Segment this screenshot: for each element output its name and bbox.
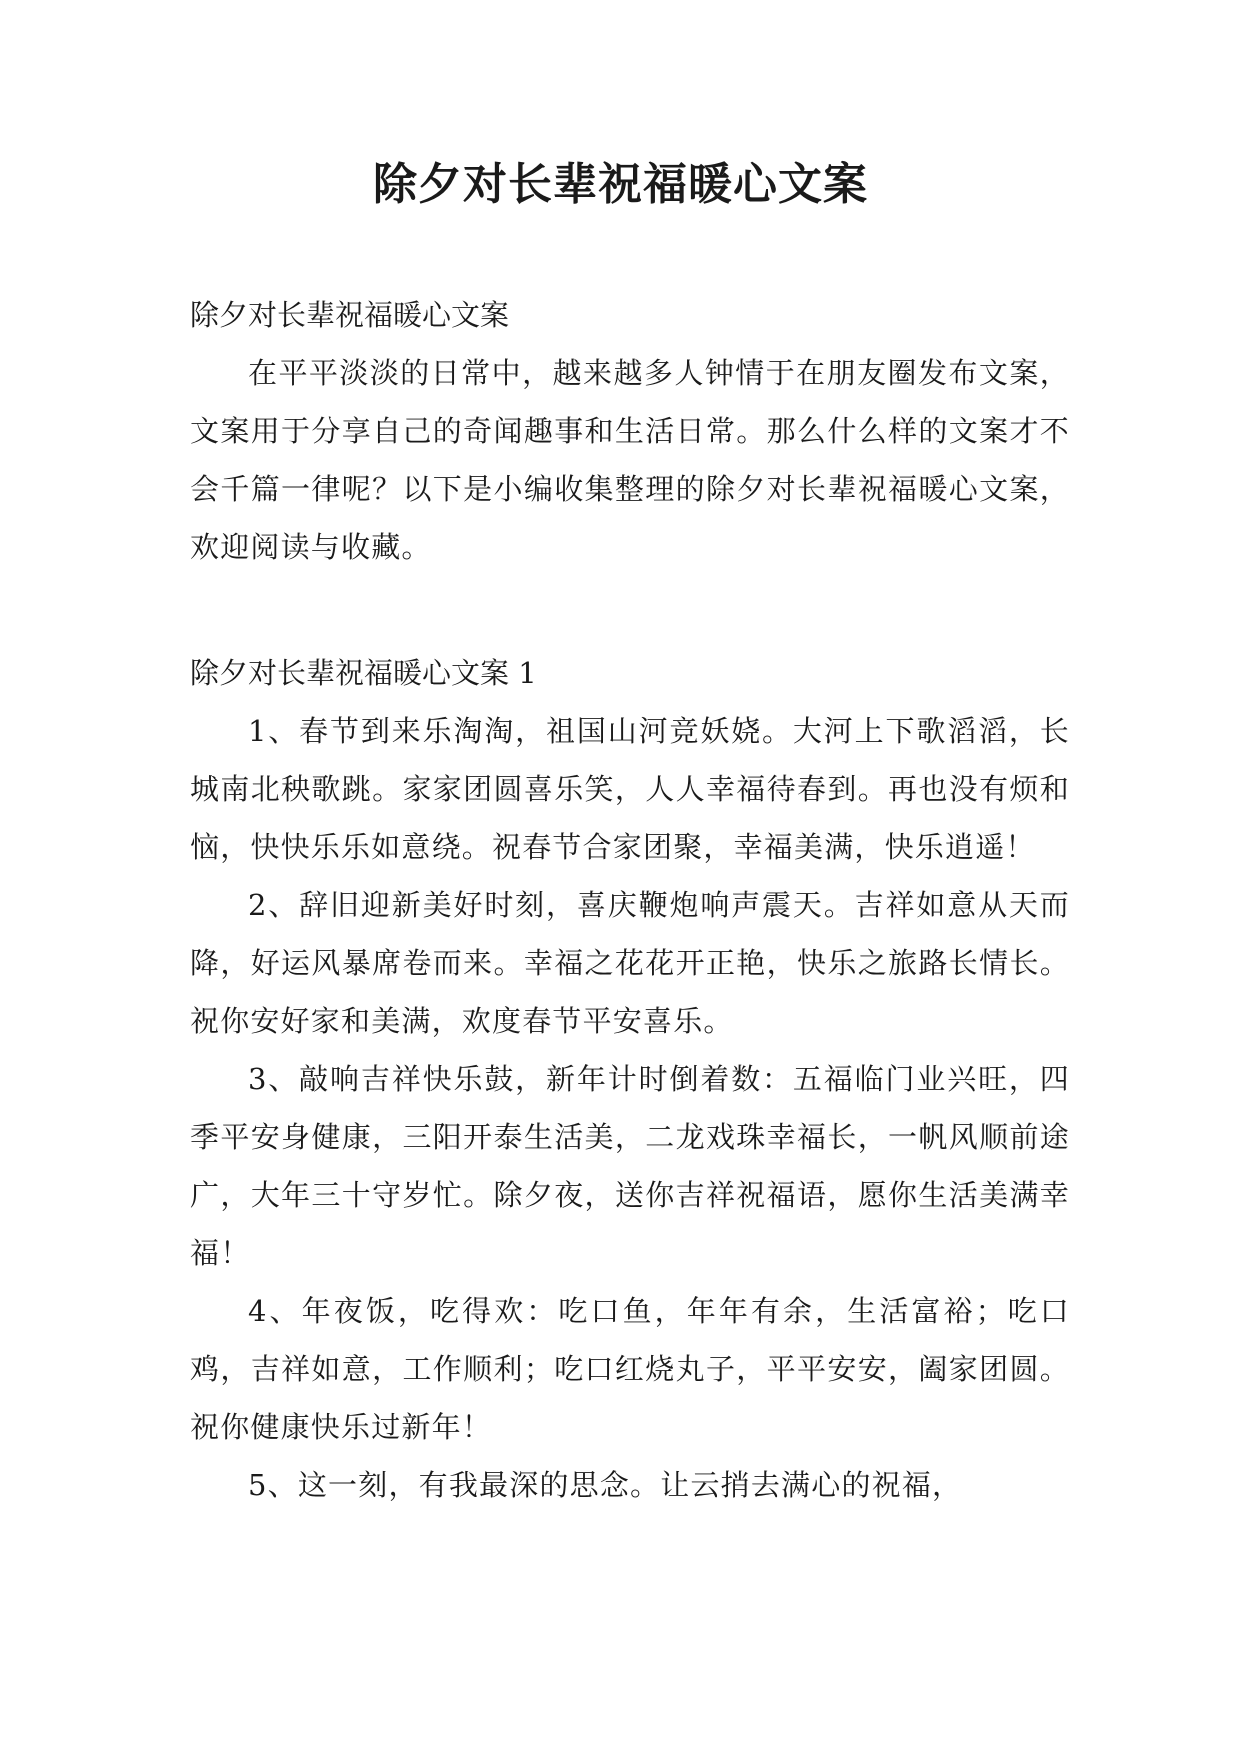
document-body: [190, 286, 1070, 1514]
section-spacer: [190, 576, 1070, 644]
blessing-item-5: 5、这一刻，有我最深的思念。让云捎去满心的祝福，: [248, 1468, 963, 1502]
blessing-item-1: 1、春节到来乐淘淘，祖国山河竞妖娆。大河上下歌滔滔，长城南北秧歌跳。家家团圆喜乐笑，人人幸福待春到。再也没有烦和恼，快快乐乐如意绕。祝春节合家团聚，幸福美满，快乐逍遥！: [190, 714, 1070, 864]
intro-paragraph: 在平平淡淡的日常中，越来越多人钟情于在朋友圈发布文案，文案用于分享自己的奇闻趣事和生活日常。那么什么样的文案才不会千篇一律呢？以下是小编收集整理的除夕对长辈祝福暖心文案，欢迎阅读与收藏。: [190, 356, 1070, 564]
section-heading: 除夕对长辈祝福暖心文案 1: [190, 656, 537, 690]
blessing-item-4: 4、年夜饭，吃得欢：吃口鱼，年年有余，生活富裕；吃口鸡，吉祥如意，工作顺利；吃口红烧丸子，平平安安，阖家团圆。祝你健康快乐过新年！: [190, 1294, 1070, 1444]
blessing-item-2: 2、辞旧迎新美好时刻，喜庆鞭炮响声震天。吉祥如意从天而降，好运风暴席卷而来。幸福之花花开正艳，快乐之旅路长情长。祝你安好家和美满，欢度春节平安喜乐。: [190, 888, 1070, 1038]
blessing-item-3: 3、敲响吉祥快乐鼓，新年计时倒着数：五福临门业兴旺，四季平安身健康，三阳开泰生活美，二龙戏珠幸福长，一帆风顺前途广，大年三十守岁忙。除夕夜，送你吉祥祝福语，愿你生活美满幸福！: [190, 1062, 1070, 1270]
document-subtitle: 除夕对长辈祝福暖心文案: [190, 298, 510, 332]
document-title: 除夕对长辈祝福暖心文案: [373, 159, 868, 210]
